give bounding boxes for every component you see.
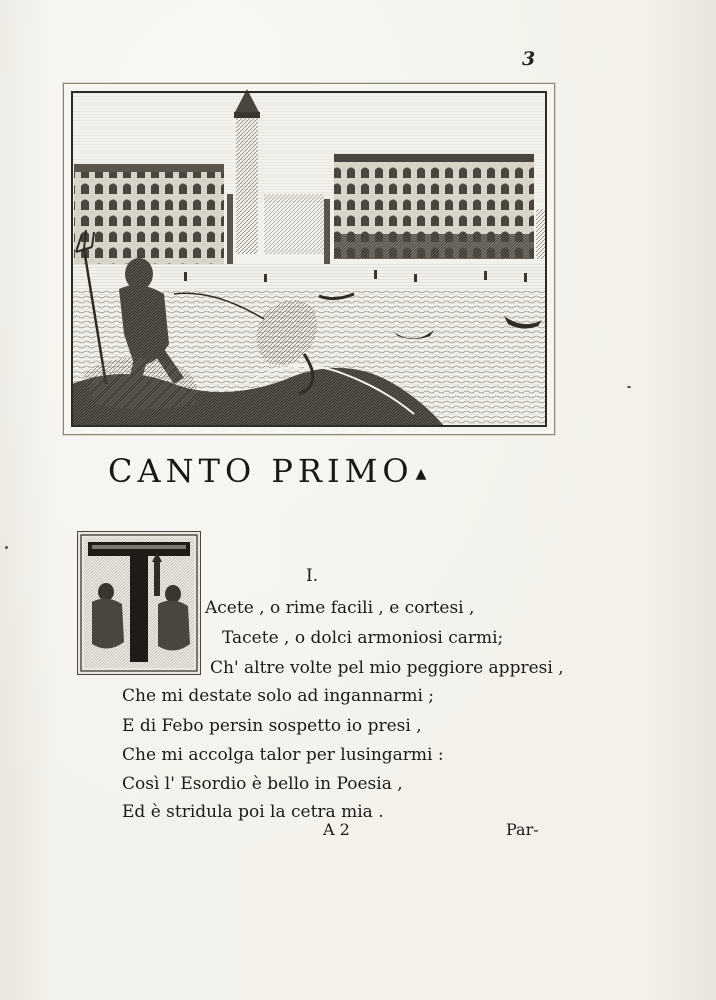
verse-line: Acete , o rime facili , e cortesi , xyxy=(205,598,475,618)
catchword: Par- xyxy=(506,820,539,839)
verse-line: Che mi destate solo ad ingannarmi ; xyxy=(122,686,435,706)
verse-line: Tacete , o dolci armoniosi carmi; xyxy=(222,628,504,648)
canto-heading xyxy=(108,452,548,490)
verse-line: E di Febo persin sospetto io presi , xyxy=(122,716,422,736)
verse-line: Così l' Esordio è bello in Poesia , xyxy=(122,774,403,794)
verse-line: Che mi accolga talor per lusingarmi : xyxy=(122,745,444,765)
paper-speck xyxy=(5,546,8,549)
decorated-initial-icon xyxy=(77,531,201,675)
stanza-number: I. xyxy=(306,566,319,586)
verse-line: Ch' altre volte pel mio peggiore appresi , xyxy=(210,658,564,678)
heading-ornament: ▲ xyxy=(415,465,432,482)
paper-speck xyxy=(627,386,631,388)
page-number: 3 xyxy=(522,48,536,70)
printer-signature: A 2 xyxy=(323,820,350,839)
canto-heading-text: CANTO PRIMO xyxy=(108,452,414,490)
verse-line: Ed è stridula poi la cetra mia . xyxy=(122,802,384,822)
venice-harbor-engraving-icon xyxy=(63,83,555,435)
